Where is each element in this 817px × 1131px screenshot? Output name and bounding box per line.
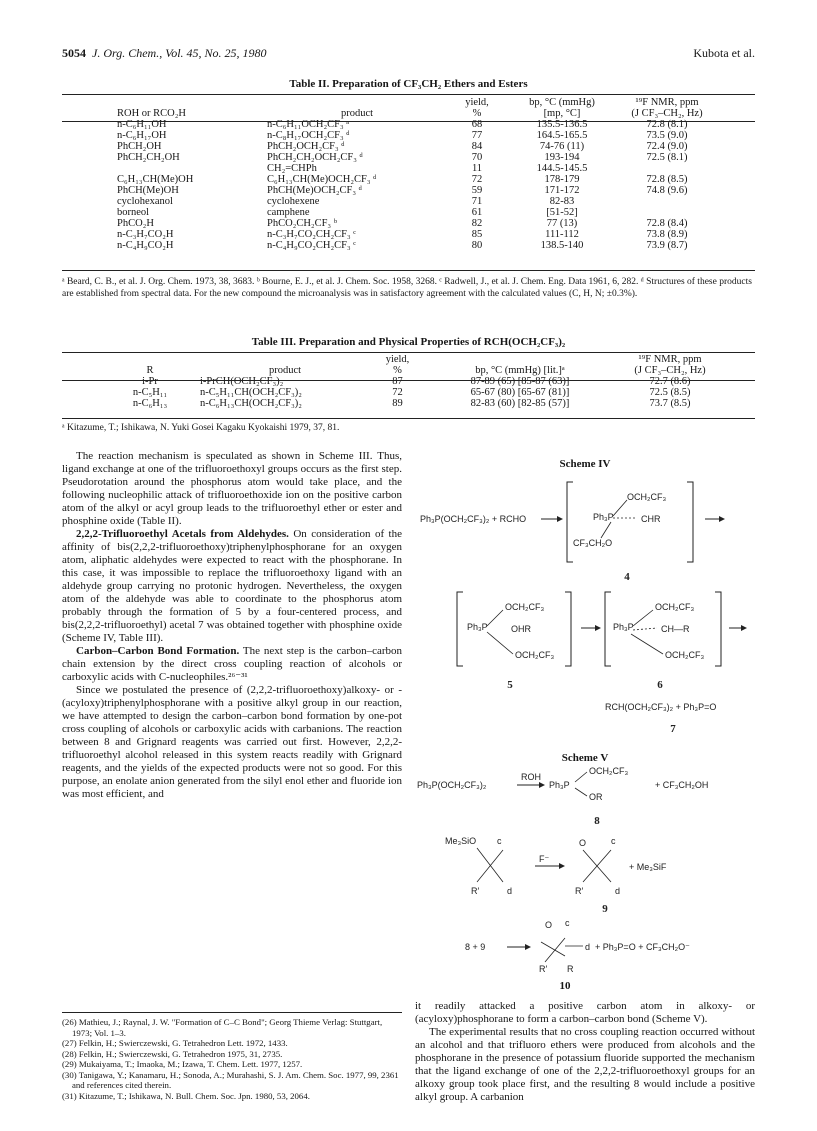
table2-cell: n-C₈H₁₇OCH₂CF₃ ᵈ	[267, 130, 350, 141]
s5-r1-right: R′	[575, 886, 584, 896]
table3-col-bp: bp, °C (mmHg) [lit.]ᵃ	[475, 365, 565, 376]
s5-o-product: O	[545, 920, 553, 930]
table3	[100, 354, 725, 409]
table2-cell: 77 (13)	[546, 218, 578, 229]
table2-cell: 72.8 (8.4)	[646, 218, 688, 229]
references-list	[62, 1017, 402, 1101]
table2-row	[117, 141, 717, 152]
table2-cell: 74.8 (9.6)	[646, 185, 688, 196]
table2-row	[117, 152, 717, 163]
reference-item: (29) Mukaiyama, T.; Imaoka, M.; Izawa, T. Chem. Lett. 1977, 1257.	[62, 1059, 303, 1069]
table3-cell: n-C₆H₁₃	[132, 398, 168, 409]
table2-row	[117, 174, 717, 185]
reference-item: (27) Felkin, H.; Swierczewski, G. Tetrahedron Lett. 1972, 1433.	[62, 1038, 288, 1048]
table3-cell: 72.5 (8.5)	[649, 387, 691, 398]
table2-cell: C₆H₁₃CH(Me)OH	[117, 174, 194, 185]
int4-chr: CHR	[641, 514, 661, 524]
table2-cell: [51-52]	[546, 207, 578, 218]
table2-cell: cyclohexene	[267, 196, 320, 207]
paragraph-mechanism: The reaction mechanism is speculated as shown in Scheme III. Thus, ligand exchange at one of the trifluoroethoxyl groups occurs as the first step. Pseudorotation around the phosphorus atom would take place, and the following nucleophilic attack of trifluoroethoxide ion on the positive carbon atom of the alkyl or acyl group leads to the trifluoroethyl ether or ester and phosphine oxide (Table II).	[62, 450, 402, 527]
reference-item: (30) Tanigawa, Y.; Kanamaru, H.; Sonoda, A.; Murahashi, S. J. Am. Chem. Soc. 1977, 99, 2361 and references cited therein.	[62, 1069, 399, 1090]
table2-cell: n-C₃H₇CO₂CH₂CF₃ ᶜ	[267, 229, 356, 240]
s5-d-product: d	[585, 942, 591, 952]
table3-cell: i-Pr	[142, 376, 158, 387]
table2-cell: 59	[471, 185, 483, 196]
int6-top: OCH₂CF₃	[655, 602, 695, 612]
compound-5-label: 5	[507, 679, 513, 691]
table3-cell: 73.7 (8.5)	[649, 398, 691, 409]
table2-cell: CH₂=CHPh	[267, 163, 317, 174]
s5-c-product: c	[565, 918, 570, 928]
s5-d-left: d	[507, 886, 513, 896]
reference-item: (28) Felkin, H.; Swierczewski, G. Tetrahedron 1975, 31, 2735.	[62, 1048, 283, 1059]
right-column-text	[415, 1000, 755, 1104]
table2-cell: 84	[471, 141, 483, 152]
table2-cell: 74-76 (11)	[539, 141, 585, 152]
scheme4-diagram	[415, 470, 755, 800]
int6-ph3p: Ph₃P	[613, 622, 634, 632]
table2-cell: PhCH₂OCH₂CF₃ ᵈ	[267, 141, 345, 152]
paragraph-acetals: 2,2,2-Trifluoroethyl Acetals from Aldehydes. On consideration of the affinity of bis(2,2,2-trifluoroethoxy)triphenylphosphorane for an oxygen atom, aliphatic aldehydes were expected to react with the phosphorane. In this case, it was impossible to replace the trifluoroethoxy ligand with an aldehyde group carrying no protonic hydrogen. Nevertheless, the oxygen atom of the aldehyde was able to coordinate to the phosphorus atom probably through the formation of 5 by a four-centered process, and bis(2,2,2-trifluoroethyl) acetal 7 was obtained together with phosphine oxide (Scheme IV, Table III).	[62, 528, 402, 644]
table2-cell: 138.5-140	[540, 240, 584, 251]
table3-cell: 65-67 (80) [65-67 (81)]	[470, 387, 570, 398]
table3-cell: 72	[392, 387, 403, 398]
table2-cell: 73.9 (8.7)	[646, 240, 688, 251]
table3-col-product: product	[268, 365, 302, 376]
int5-top: OCH₂CF₃	[505, 602, 545, 612]
s5-r-product: R	[567, 964, 574, 974]
table3-cell: n-C₅H₁₁	[132, 387, 168, 398]
table2-cell: 193-194	[544, 152, 580, 163]
s5-8plus9: 8 + 9	[465, 942, 486, 952]
references-rule	[62, 1012, 402, 1013]
table2-cell: 70	[471, 152, 483, 163]
compound-8-label: 8	[594, 815, 600, 827]
table2-cell: n-C₆H₁₁OH	[117, 119, 167, 130]
compound-7-label: 7	[670, 723, 676, 735]
table2-col-product: product	[340, 108, 374, 119]
s5-r1-left: R′	[471, 886, 480, 896]
table3-bottom-rule	[62, 418, 755, 419]
table2-row	[117, 130, 717, 141]
table2-cell: 77	[471, 130, 483, 141]
table2-cell	[117, 163, 267, 174]
table2-cell: PhCH₂CH₂OH	[117, 152, 180, 163]
table3-header-row	[100, 354, 725, 376]
table3-cell: i-PrCH(OCH₂CF₃)₂	[200, 376, 284, 387]
table2-cell: 72.4 (9.0)	[646, 141, 688, 152]
table2-col-bp: bp, °C (mmHg) [mp, °C]	[529, 97, 595, 119]
table2-row	[117, 207, 717, 218]
compound-4-label: 4	[624, 571, 630, 583]
header-authors: Kubota et al.	[693, 46, 755, 60]
table3-row	[100, 398, 725, 409]
compound-9-label: 9	[602, 903, 608, 915]
int5-bottom: OCH₂CF₃	[515, 650, 555, 660]
s5-cf3ch2oh: + CF₃CH₂OH	[655, 780, 709, 790]
table2-cell	[617, 196, 717, 207]
table2-cell: 73.8 (8.9)	[646, 229, 688, 240]
table3-row	[100, 376, 725, 387]
table2-cell: 68	[471, 119, 483, 130]
table3-col-nmr: ¹⁹F NMR, ppm (J CF₃–CH₂, Hz)	[634, 354, 706, 376]
scheme5-diagram	[415, 766, 755, 978]
table2-row	[117, 218, 717, 229]
scheme5-title: Scheme V	[561, 752, 609, 764]
table2-row	[117, 196, 717, 207]
table2-cell: 72.8 (8.1)	[646, 119, 688, 130]
int6-chr: CH—R	[661, 624, 690, 634]
table2-cell: 72	[471, 174, 483, 185]
table2-cell: n-C₆H₁₁OCH₂CF₃ ᵃ	[267, 119, 350, 130]
section-heading-acetals: 2,2,2-Trifluoroethyl Acetals from Aldehydes.	[76, 528, 289, 540]
table2-cell: PhCH(Me)OH	[117, 185, 179, 196]
table3-col-r: R	[146, 365, 154, 376]
table2-cell: camphene	[267, 207, 310, 218]
table2-cell: n-C₆H₁₇OH	[117, 130, 167, 141]
s5-me3sio: Me₃SiO	[445, 836, 477, 846]
table2-col-rohrco2h: ROH or RCO₂H	[117, 108, 186, 119]
header-left	[62, 46, 267, 61]
table3-footnote: ᵃ Kitazume, T.; Ishikawa, N. Yuki Gosei Kagaku Kyokaishi 1979, 37, 81.	[62, 423, 340, 433]
s5-ph3p: Ph₃P	[549, 780, 570, 790]
table3-cell: 89	[392, 398, 403, 409]
table3-cell: 82-83 (60) [82-85 (57)]	[470, 398, 570, 409]
s5-roh: ROH	[521, 772, 541, 782]
table2-cell: 71	[471, 196, 483, 207]
table3-cell: 87-89 (65) [85-87 (63)]	[470, 376, 570, 387]
table2-cell: 73.5 (9.0)	[646, 130, 688, 141]
table2-cell: PhCH₂CH₂OCH₂CF₃ ᵈ	[267, 152, 363, 163]
table2-bottom-rule	[62, 270, 755, 271]
s5-c-right: c	[611, 836, 616, 846]
int4-bottom: CF₃CH₂O	[573, 538, 613, 548]
compound-6-label: 6	[657, 679, 663, 691]
scheme4-title: Scheme IV	[559, 458, 611, 470]
table2-cell	[617, 163, 717, 174]
table2-cell: 144.5-145.5	[536, 163, 588, 174]
table2-cell: n-C₃H₇CO₂H	[117, 229, 174, 240]
table3-top-rule	[62, 352, 755, 353]
scheme4-products: RCH(OCH₂CF₃)₂ + Ph₃P=O	[605, 702, 717, 712]
table2-cell: 178-179	[544, 174, 580, 185]
table2-cell: PhCH₂OH	[117, 141, 162, 152]
compound-10-label: 10	[559, 980, 571, 992]
table3-header-rule	[62, 380, 755, 381]
section-heading-cc-bond: Carbon–Carbon Bond Formation.	[76, 645, 240, 657]
table2-cell: n-C₄H₉CO₂H	[117, 240, 174, 251]
table2-row	[117, 185, 717, 196]
s5-or: OR	[589, 792, 603, 802]
journal-citation: J. Org. Chem., Vol. 45, No. 25, 1980	[92, 46, 267, 60]
table2-cell: 111-112	[545, 229, 579, 240]
table3-cell: 87	[392, 376, 403, 387]
table2-cell: 61	[471, 207, 483, 218]
s5-d-right: d	[615, 886, 621, 896]
table2-cell: PhCH(Me)OCH₂CF₃ ᵈ	[267, 185, 362, 196]
table2-header-rule	[62, 121, 755, 122]
s5-c-left: c	[497, 836, 502, 846]
table2-cell: 85	[471, 229, 483, 240]
table2-cell: 164.5-165.5	[536, 130, 588, 141]
table2-row	[117, 163, 717, 174]
table2-cell: 135.5-136.5	[536, 119, 588, 130]
table2-row	[117, 229, 717, 240]
table2-cell: cyclohexanol	[117, 196, 173, 207]
int5-ph3p: Ph₃P	[467, 622, 488, 632]
page-number: 5054	[62, 46, 86, 60]
table2-cell: 82-83	[549, 196, 575, 207]
s5-och2cf3: OCH₂CF₃	[589, 766, 629, 776]
reference-item: (26) Mathieu, J.; Raynal, J. W. "Formation of C–C Bond"; Georg Thieme Verlag: Stuttgart, 1973; Vol. 1–3.	[62, 1017, 383, 1038]
s5-me3sif: + Me₃SiF	[629, 862, 667, 872]
table2-cell: PhCO₂H	[117, 218, 154, 229]
table2-row	[117, 240, 717, 251]
table3-caption: Table III. Preparation and Physical Properties of RCH(OCH₂CF₃)₂	[251, 336, 566, 348]
left-column-text	[62, 450, 402, 801]
table2-cell: 72.5 (8.1)	[646, 152, 688, 163]
table2-col-yield: yield, %	[465, 97, 489, 119]
table2-cell: 80	[471, 240, 483, 251]
table2-cell: 171-172	[544, 185, 580, 196]
int4-top: OCH₂CF₃	[627, 492, 667, 502]
table2-cell: 11	[471, 163, 483, 174]
table2-header-row	[117, 97, 717, 119]
int4-ph3p: Ph₃P	[593, 512, 614, 522]
table2-cell: 82	[471, 218, 483, 229]
table3-col-yield: yield, %	[385, 354, 410, 376]
table2-top-rule	[62, 94, 755, 95]
table2-footnote: ᵃ Beard, C. B., et al. J. Org. Chem. 1973, 38, 3683. ᵇ Bourne, E. J., et al. J. Chem. Soc. 1958, 3268. ᶜ Radwell, J., et al. J. Chem. Eng. Data 1961, 6, 282. ᵈ Structures of these products are established from spectral data. For the new compound the microanalysis was in satisfactory agreement with the calculated values (C, H, N; ±0.3%).	[62, 277, 752, 299]
table3-row	[100, 387, 725, 398]
s5-fluoride: F⁻	[539, 854, 550, 864]
int5-ohr: OHR	[511, 624, 531, 634]
paragraph-experimental-results: The experimental results that no cross coupling reaction occurred without an alcohol and that trifluoro ethers were produced from alcohols and the phosphorane in the presence of potassium fluoride supported the mechanism that the ligand exchange of one of the 2,2,2-trifluoroethoxyl groups for an alkoxy group took place first, and the resulting 8 would include a positive alkyl group. A carbanion	[415, 1026, 755, 1103]
paragraph-enolate-attack: it readily attacked a positive carbon atom in alkoxy- or (acyloxy)phosphorane to form a carbon–carbon bond (Scheme V).	[415, 1000, 755, 1025]
table2-cell: borneol	[117, 207, 150, 218]
paragraph-cross-coupling: Since we postulated the presence of (2,2,2-trifluoroethoxy)alkoxy- or -(acyloxy)triphenylphosphorane with a positive alkyl group in our reaction, we have attempted to design the carbon–carbon bond formation by one-pot cross coupling of alcohols or carboxylic acids with carbanions. The reaction between 8 and Grignard reagents was carried out first. However, 2,2,2-trifluoroethyl alcohol released in this system reacts readily with Grignard reagents, and the yields of the expected products were not so good. For this purpose, an enolate anion generated from the silyl enol ether and fluoride ion was most efficient, and	[62, 684, 402, 800]
running-header	[62, 46, 755, 60]
table2-col-nmr: ¹⁹F NMR, ppm (J CF₃–CH₂, Hz)	[631, 97, 703, 119]
s5-r1-product: R′	[539, 964, 548, 974]
table2-cell: 72.8 (8.5)	[646, 174, 688, 185]
table2-cell: n-C₄H₉CO₂CH₂CF₃ ᶜ	[267, 240, 356, 251]
s5-phosphorane: Ph₃P(OCH₂CF₃)₂	[417, 780, 487, 790]
reference-item: (31) Kitazume, T.; Ishikawa, N. Bull. Chem. Soc. Jpn. 1980, 53, 2064.	[62, 1090, 310, 1101]
paragraph-cc-bond: Carbon–Carbon Bond Formation. The next step is the carbon–carbon chain extension by the direct cross coupling reaction of alcohols or carboxylic acids with C-nucleophiles.²⁶⁻³¹	[62, 645, 402, 683]
table3-cell: n-C₅H₁₁CH(OCH₂CF₃)₂	[200, 387, 302, 398]
table2-cell: C₆H₁₃CH(Me)OCH₂CF₃ ᵈ	[267, 174, 377, 185]
table2-cell: PhCO₂CH₂CF₃ ᵇ	[267, 218, 337, 229]
table2-caption: Table II. Preparation of CF₃CH₂ Ethers and Esters	[289, 78, 528, 90]
s5-o-enolate: O	[579, 838, 587, 848]
table3-cell: n-C₆H₁₃CH(OCH₂CF₃)₂	[200, 398, 302, 409]
int6-bottom: OCH₂CF₃	[665, 650, 705, 660]
table2-cell	[617, 207, 717, 218]
scheme4-reactants: Ph₃P(OCH₂CF₃)₂ + RCHO	[420, 514, 527, 524]
s5-final-byproducts: + Ph₃P=O + CF₃CH₂O⁻	[595, 942, 690, 952]
table3-cell: 72.7 (8.6)	[649, 376, 691, 387]
